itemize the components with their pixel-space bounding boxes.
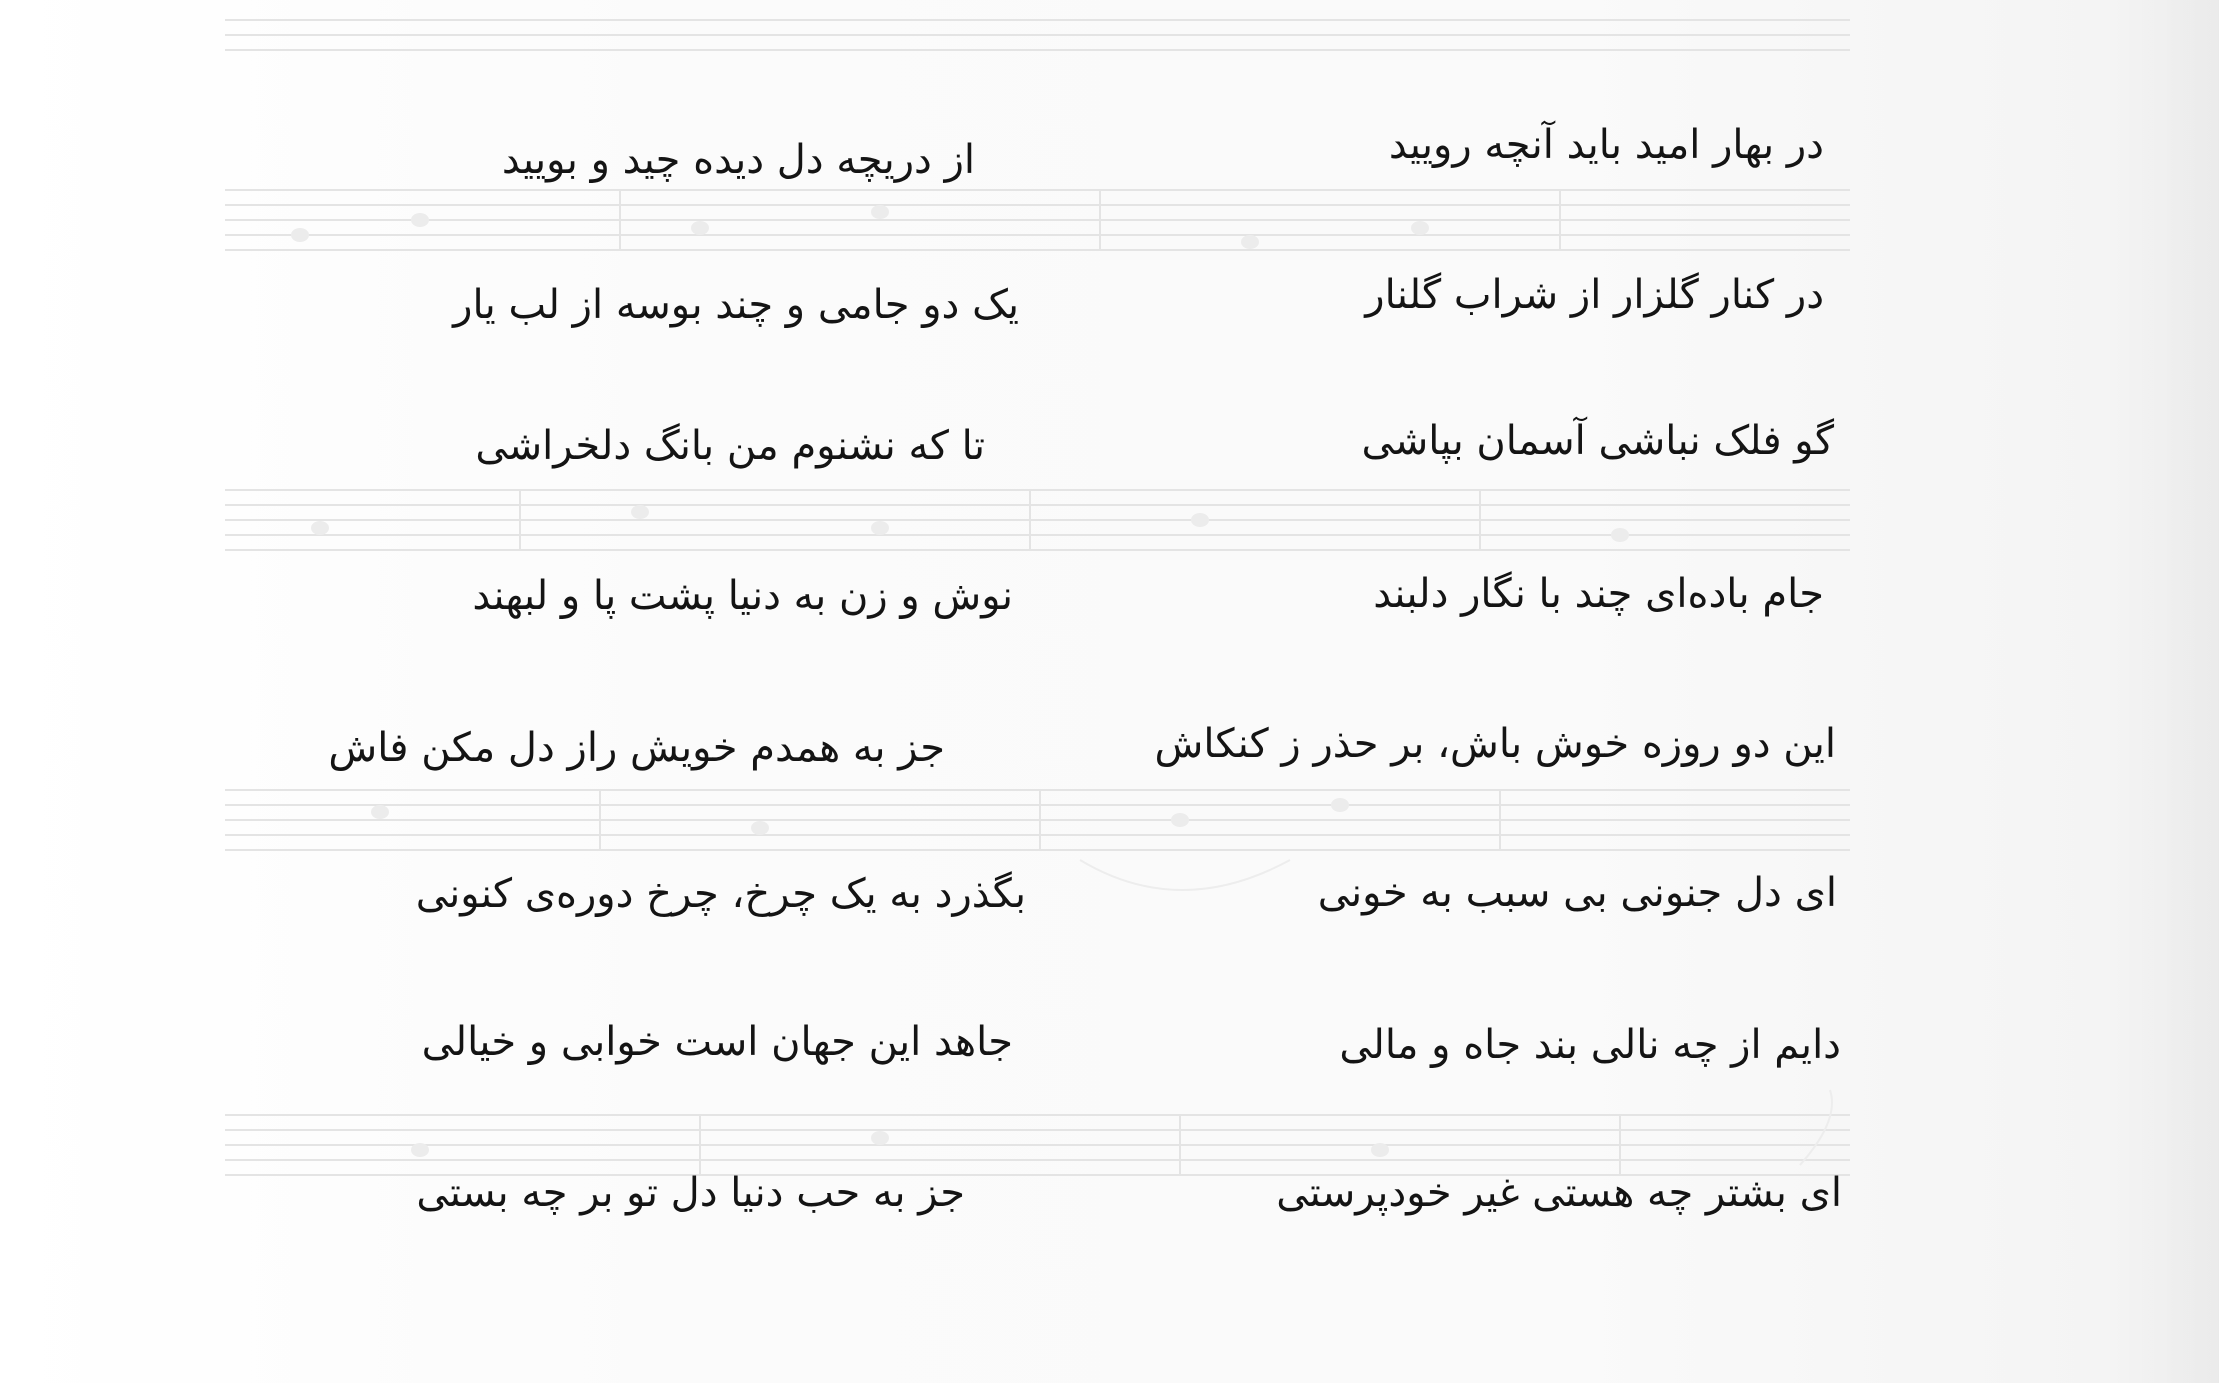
couplet-6-first-hemistich: ای دل جنونی بی سبب به خونی [1317, 870, 1837, 916]
couplet-3-second-hemistich: تا که نشنوم من بانگ دلخراشی [475, 423, 985, 469]
couplet-3-first-hemistich: گو فلک نباشی آسمان بپاشی [1361, 418, 1834, 464]
couplet-5-first-hemistich: این دو روزه خوش باش، بر حذر ز کنکاش [1154, 721, 1836, 767]
couplet-2-first-hemistich: در کنار گلزار از شراب گلنار [1365, 272, 1824, 318]
couplet-1-first-hemistich: در بهار امید باید آنچه رویید [1388, 122, 1824, 168]
couplet-5-second-hemistich: جز به همدم خویش راز دل مکن فاش [328, 725, 945, 771]
couplet-6-second-hemistich: بگذرد به یک چرخ، چرخ دوره‌ی کنونی [415, 871, 1026, 917]
couplet-8-second-hemistich: جز به حب دنیا دل تو بر چه بستی [416, 1170, 965, 1216]
couplet-1-second-hemistich: از دریچه دل دیده چید و بویید [501, 137, 975, 183]
couplet-2-second-hemistich: یک دو جامی و چند بوسه از لب یار [453, 282, 1019, 328]
couplet-7-second-hemistich: جاهد این جهان است خوابی و خیالی [421, 1019, 1013, 1065]
couplet-4-second-hemistich: نوش و زن به دنیا پشت پا و لبهند [472, 573, 1013, 619]
couplet-4-first-hemistich: جام باده‌ای چند با نگار دلبند [1373, 571, 1824, 617]
couplet-8-first-hemistich: ای بشتر چه هستی غیر خودپرستی [1276, 1170, 1842, 1216]
couplet-7-first-hemistich: دایم از چه نالی بند جاه و مالی [1339, 1022, 1841, 1068]
